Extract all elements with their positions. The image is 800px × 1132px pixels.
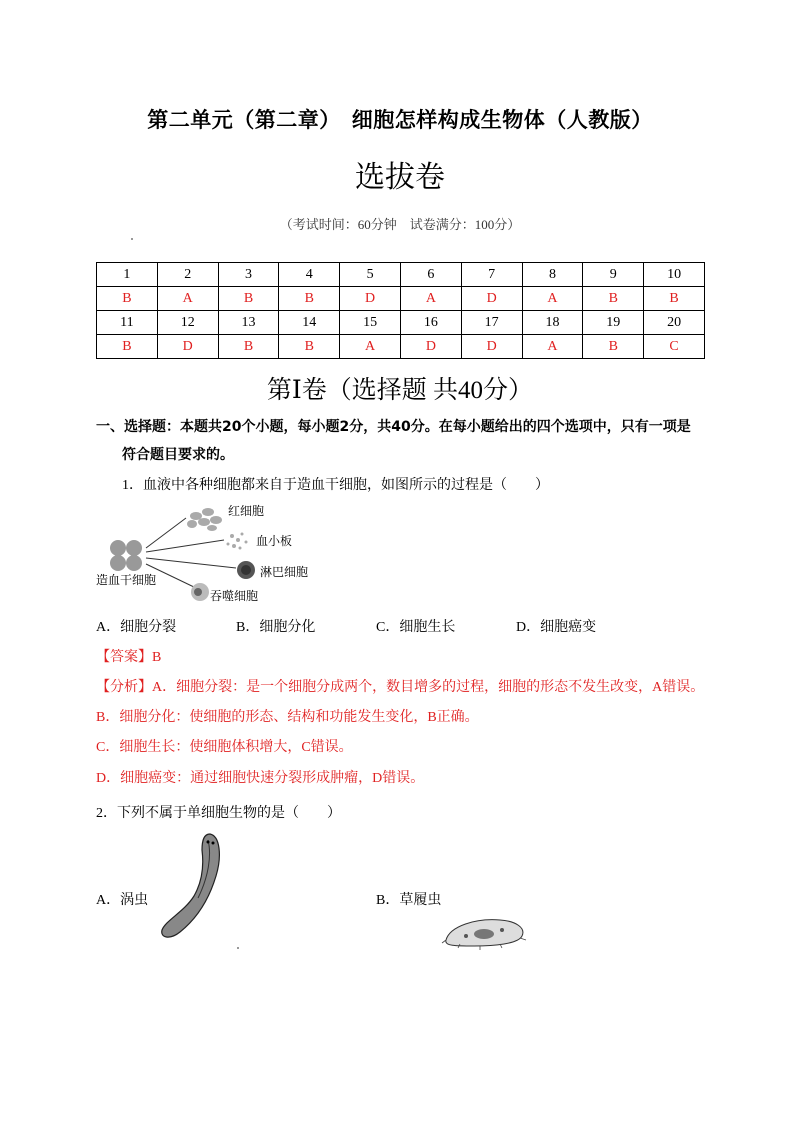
answer-cell: A (522, 335, 583, 359)
section-instructions-line1: 一、选择题：本题共20个小题，每小题2分，共40分。在每小题给出的四个选项中，只有一项是 (96, 419, 691, 435)
part-title: 第Ⅰ卷（选择题 共40分） (266, 377, 534, 404)
answer-cell: B (279, 287, 340, 311)
question-number: 6 (400, 263, 461, 287)
stray-dot (131, 238, 133, 240)
stray-dot (237, 947, 239, 949)
label-platelet: 血小板 (256, 534, 293, 548)
red-blood-cells (187, 508, 222, 531)
answer-cell: B (218, 335, 279, 359)
question-number: 11 (97, 311, 158, 335)
answer-cell: B (583, 335, 644, 359)
q1-analysis-a: 【分析】A．细胞分裂：是一个细胞分成两个，数目增多的过程，细胞的形态不发生改变，A错误。 (96, 680, 705, 695)
q1-analysis-d: D．细胞癌变：通过细胞快速分裂形成肿瘤，D错误。 (96, 771, 425, 786)
document-title: 第二单元（第二章） 细胞怎样构成生物体（人教版） (147, 108, 653, 132)
question-1-stem: 1．血液中各种细胞都来自于造血干细胞，如图所示的过程是（ ） (122, 478, 549, 493)
q1-analysis-c: C．细胞生长：使细胞体积增大，C错误。 (96, 740, 353, 755)
q1-option-d: D．细胞癌变 (516, 620, 597, 635)
answer-cell: D (340, 287, 401, 311)
answer-cell: D (461, 335, 522, 359)
answer-cell: A (340, 335, 401, 359)
q1-option-a: A．细胞分裂 (96, 620, 177, 635)
question-number: 18 (522, 311, 583, 335)
label-stem-cell: 造血干细胞 (96, 573, 157, 587)
q1-answer: 【答案】B (96, 650, 162, 665)
phagocyte (191, 583, 209, 601)
platelets (227, 533, 248, 550)
answer-cell: D (400, 335, 461, 359)
label-phagocyte: 吞噬细胞 (210, 589, 259, 603)
question-number: 13 (218, 311, 279, 335)
answer-cell: A (157, 287, 218, 311)
answer-cell: B (644, 287, 705, 311)
question-number: 7 (461, 263, 522, 287)
label-lymphocyte: 淋巴细胞 (260, 565, 309, 579)
q1-analysis-b: B．细胞分化：使细胞的形态、结构和功能发生变化，B正确。 (96, 710, 479, 725)
question-number: 1 (97, 263, 158, 287)
question-number: 16 (400, 311, 461, 335)
question-number: 2 (157, 263, 218, 287)
stem-cell-cluster (110, 540, 142, 571)
q1-option-c: C．细胞生长 (376, 620, 456, 635)
question-number: 5 (340, 263, 401, 287)
table-row (97, 287, 705, 311)
document-subtitle: 选拔卷 (355, 160, 445, 195)
answer-cell: B (97, 335, 158, 359)
question-number: 14 (279, 311, 340, 335)
answer-table (96, 262, 705, 359)
question-number: 20 (644, 311, 705, 335)
question-number: 19 (583, 311, 644, 335)
differentiation-arrows (146, 518, 236, 588)
answer-cell: B (218, 287, 279, 311)
paramecium-image (440, 910, 530, 950)
question-number: 4 (279, 263, 340, 287)
table-row (97, 263, 705, 287)
table-row (97, 335, 705, 359)
question-number: 17 (461, 311, 522, 335)
table-row (97, 311, 705, 335)
q1-option-b: B．细胞分化 (236, 620, 316, 635)
question-number: 3 (218, 263, 279, 287)
answer-cell: B (97, 287, 158, 311)
question-number: 9 (583, 263, 644, 287)
question-2-stem: 2．下列不属于单细胞生物的是（ ） (96, 806, 341, 821)
answer-cell: A (400, 287, 461, 311)
question-number: 8 (522, 263, 583, 287)
answer-cell: C (644, 335, 705, 359)
q2-option-a: A．涡虫 (96, 893, 149, 908)
answer-cell: B (279, 335, 340, 359)
planarian-image (150, 826, 230, 946)
q2-option-b: B．草履虫 (376, 893, 442, 908)
section-instructions-line2: 符合题目要求的。 (122, 447, 234, 463)
answer-cell: D (157, 335, 218, 359)
answer-cell: A (522, 287, 583, 311)
exam-info: （考试时间：60分钟 试卷满分：100分） (279, 217, 521, 232)
blood-cell-differentiation-figure (96, 500, 356, 610)
question-number: 10 (644, 263, 705, 287)
question-number: 15 (340, 311, 401, 335)
answer-cell: D (461, 287, 522, 311)
answer-cell: B (583, 287, 644, 311)
label-red-blood-cell: 红细胞 (228, 504, 265, 518)
question-number: 12 (157, 311, 218, 335)
